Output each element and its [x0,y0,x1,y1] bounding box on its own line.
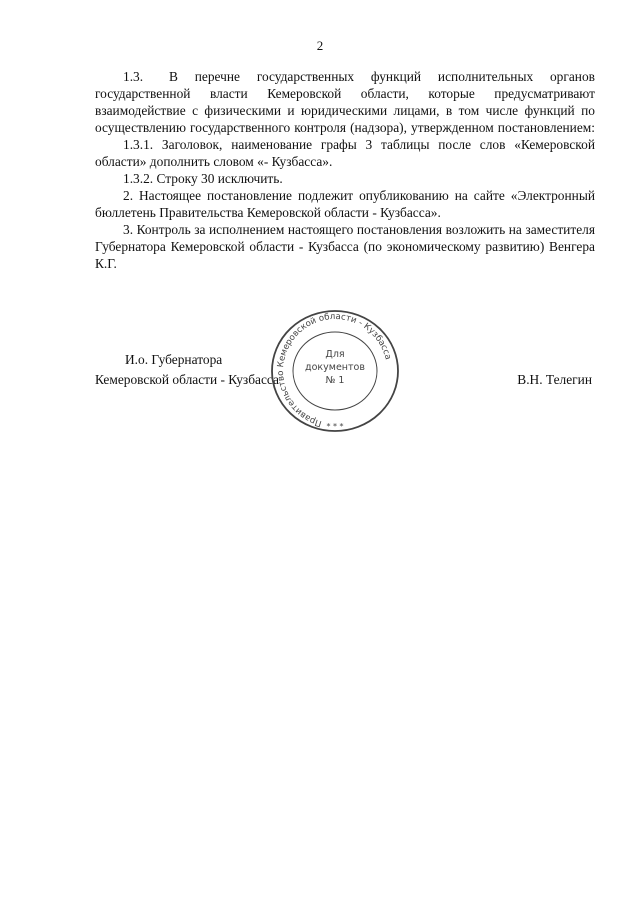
paragraph-1-3 [95,68,595,136]
seal-line-3: № 1 [325,375,345,386]
official-seal [265,305,405,435]
seal-ring-text: Правительство Кемеровской области - Кузбасса [275,311,393,429]
paragraph-1-3-1: 1.3.1. Заголовок, наименование графы 3 таблицы после слов «Кемеровской области» дополнить словом «- Кузбасса». [95,137,595,169]
seal-line-2: документов [305,362,365,373]
signature-name: В.Н. Телегин [517,372,592,387]
paragraph-2: 2. Настоящее постановление подлежит опубликованию на сайте «Электронный бюллетень Правительства Кемеровской области - Кузбасса». [95,188,595,220]
signature-title: И.о. Губернатора [125,352,223,367]
document-body [95,68,595,272]
paragraph-text: В перечне государственных функций исполнительных органов государственной власти Кемеровской области, которые предусматривают взаимодействие с физическими и юридическими лицами, в том числе функций по осуществлению государственного контроля (надзора), утвержденном постановлением: [95,69,595,135]
seal-line-1: Для [325,349,345,360]
signature-region: Кемеровской области - Кузбасса [95,372,279,387]
page-number: 2 [316,38,324,53]
paragraph-label: 1.3. [123,69,144,84]
seal-stars: * * * [326,422,344,431]
paragraph-3: 3. Контроль за исполнением настоящего постановления возложить на заместителя Губернатора Кемеровской области - Кузбасса (по экономическому развитию) Венгера К.Г. [95,222,595,271]
paragraph-1-3-2: 1.3.2. Строку 30 исключить. [123,171,283,186]
